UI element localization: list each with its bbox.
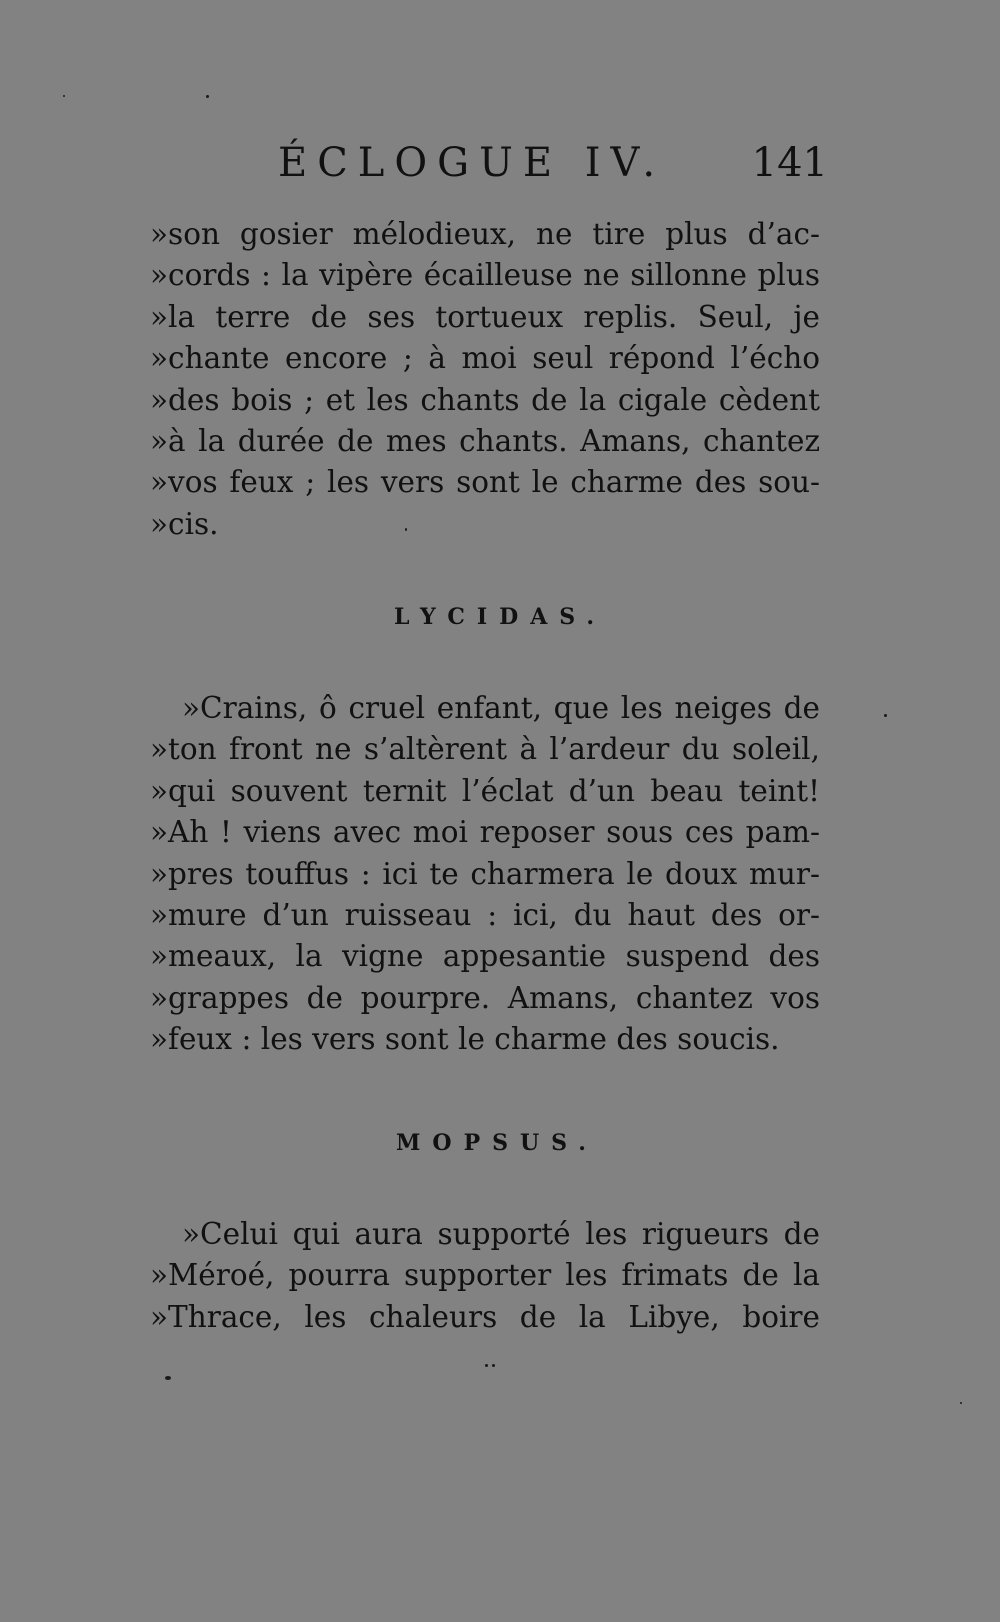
text-line: »des bois ; et les chants de la cigale cèdent	[150, 382, 820, 417]
page-number: 141	[751, 140, 828, 186]
scan-speck	[63, 95, 65, 97]
running-title: ÉCLOGUE IV.	[278, 140, 666, 186]
running-head	[150, 140, 830, 190]
speaker-heading-mopsus: MOPSUS.	[396, 1130, 598, 1156]
text-line: »la terre de ses tortueux replis. Seul, je	[150, 299, 820, 334]
scan-speck	[492, 1364, 495, 1367]
text-line: »cords : la vipère écailleuse ne sillonne plus	[150, 258, 820, 293]
scan-speck	[165, 1376, 171, 1380]
speech-passage-2	[150, 688, 820, 1061]
text-line: »Méroé, pourra supporter les frimats de la	[150, 1258, 820, 1293]
text-line: »cis.	[150, 506, 219, 541]
text-line: »qui souvent ternit l’éclat d’un beau teint!	[150, 773, 820, 808]
text-line: »ton front ne s’altèrent à l’ardeur du soleil,	[150, 732, 820, 767]
text-line: »Celui qui aura supporté les rigueurs de	[182, 1217, 820, 1251]
scan-speck	[884, 714, 887, 717]
text-line: »chante encore ; à moi seul répond l’écho	[150, 341, 820, 376]
scan-speck	[960, 1402, 962, 1404]
scan-speck	[485, 1364, 488, 1367]
text-line: »Crains, ô cruel enfant, que les neiges de	[182, 691, 820, 725]
speaker-heading-lycidas: LYCIDAS.	[393, 604, 607, 630]
text-line: »Thrace, les chaleurs de la Libye, boire	[150, 1299, 820, 1334]
scan-speck	[405, 528, 407, 531]
speech-passage-3	[150, 1214, 820, 1338]
text-line: »grappes de pourpre. Amans, chantez vos	[150, 980, 820, 1015]
text-line: »mure d’un ruisseau : ici, du haut des or-	[150, 898, 820, 933]
text-line: »meaux, la vigne appesantie suspend des	[150, 939, 820, 974]
text-line: »pres touffus : ici te charmera le doux mur-	[150, 856, 820, 891]
text-line: »son gosier mélodieux, ne tire plus d’ac-	[150, 217, 820, 251]
scan-speck	[206, 95, 209, 98]
speech-passage-1	[150, 214, 820, 545]
text-line: »feux : les vers sont le charme des soucis.	[150, 1022, 780, 1057]
text-line: »à la durée de mes chants. Amans, chantez	[150, 424, 820, 459]
text-line: »Ah ! viens avec moi reposer sous ces pam-	[150, 815, 820, 850]
text-line: »vos feux ; les vers sont le charme des sou-	[150, 465, 820, 500]
